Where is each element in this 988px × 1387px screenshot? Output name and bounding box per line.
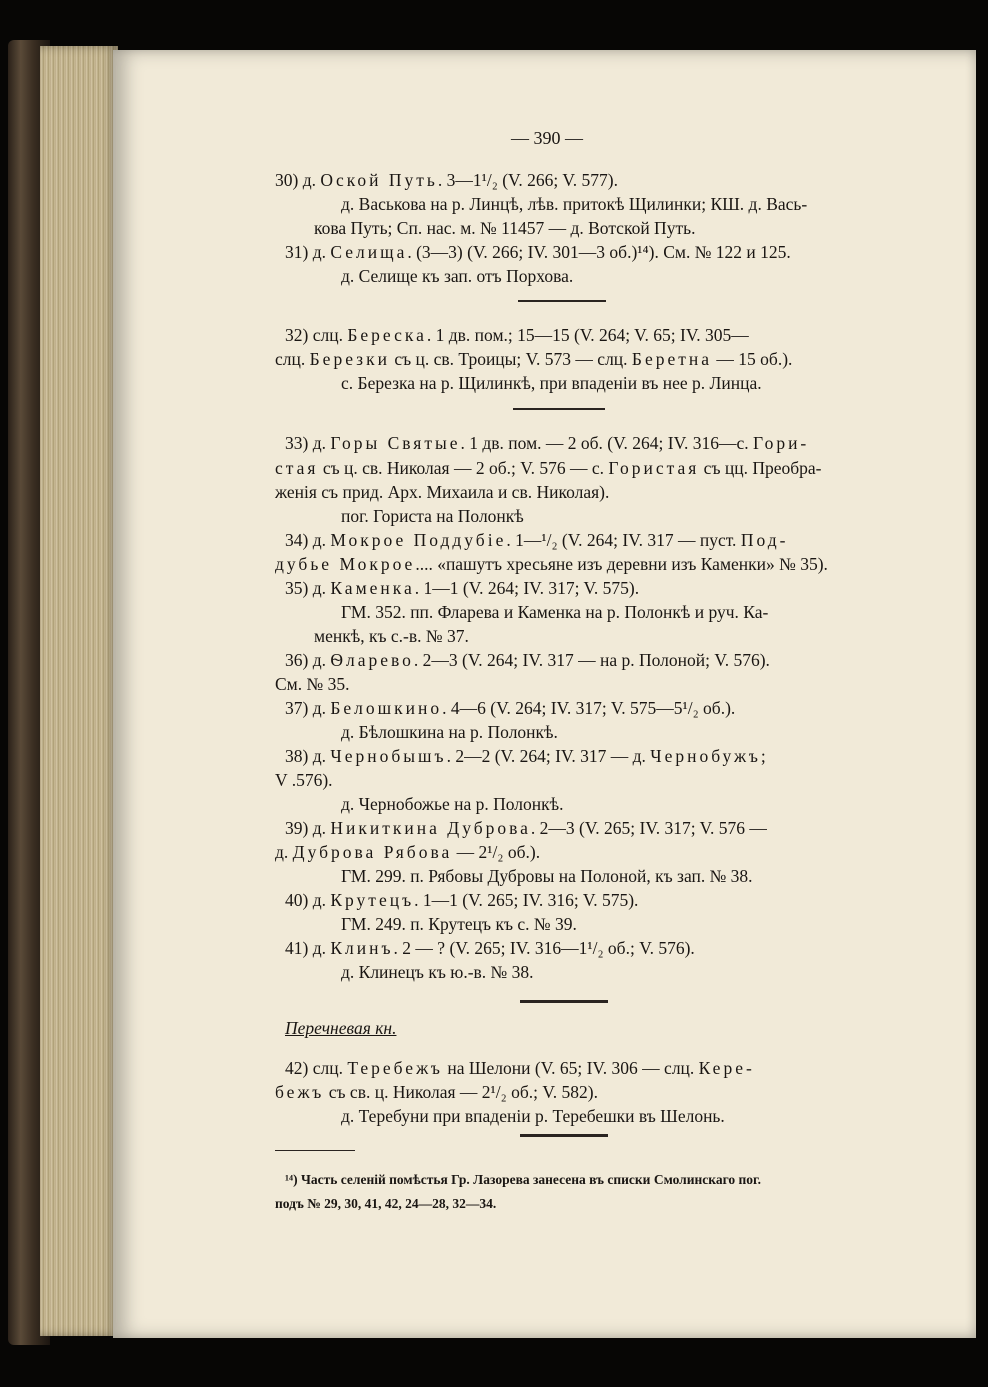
entry-number: 39) д. bbox=[285, 818, 331, 838]
entry-35-line-1 bbox=[285, 578, 639, 599]
entry-text: . 1 дв. пом. — 2 об. (V. 264; IV. 316—с. bbox=[460, 433, 753, 453]
entry-36-line-2: См. № 35. bbox=[275, 674, 350, 694]
place-name: Крутецъ bbox=[330, 890, 415, 910]
entry-35-line-2: ГМ. 352. пп. Фларева и Каменка на р. Полонкѣ и руч. Ка- bbox=[341, 602, 769, 622]
place-name: Селища bbox=[330, 242, 408, 262]
entry-text: .... «пашутъ хресьяне изъ деревни изъ Каменки» № 35). bbox=[415, 554, 828, 574]
entry-35-line-3: менкѣ, къ с.-в. № 37. bbox=[314, 626, 469, 646]
page-number: — 390 — bbox=[511, 128, 583, 148]
entry-text: . 2—3 (V. 265; IV. 317; V. 576 — bbox=[530, 818, 767, 838]
place-name: Кере- bbox=[698, 1058, 755, 1078]
place-name: Мокрое Поддубіе bbox=[330, 530, 507, 550]
entry-text: съ св. ц. Николая — 2¹/₂ об.; V. 582). bbox=[324, 1082, 598, 1102]
entry-32-line-2 bbox=[275, 349, 792, 370]
entry-text: — 2¹/₂ об.). bbox=[452, 842, 541, 862]
entry-41-line-2: д. Клинецъ къ ю.-в. № 38. bbox=[341, 962, 534, 982]
entry-number: 33) д. bbox=[285, 433, 331, 453]
entry-text: слц. bbox=[275, 349, 310, 369]
entry-31-line-1 bbox=[285, 242, 791, 263]
entry-text: д. bbox=[275, 842, 293, 862]
entry-number: 41) д. bbox=[285, 938, 331, 958]
entry-38-line-2: V .576). bbox=[275, 770, 333, 790]
entry-39-line-3: ГМ. 299. п. Рябовы Дубровы на Полоной, къ зап. № 38. bbox=[341, 866, 753, 886]
entry-31-line-2: д. Селище къ зап. отъ Порхова. bbox=[341, 266, 574, 286]
entry-text: . 4—6 (V. 264; IV. 317; V. 575—5¹/₂ об.). bbox=[442, 698, 736, 718]
place-name: Под- bbox=[740, 530, 789, 550]
entry-text: съ ц. св. Троицы; V. 573 — слц. bbox=[389, 349, 632, 369]
entry-40-line-2: ГМ. 249. п. Крутецъ къ с. № 39. bbox=[341, 914, 577, 934]
entry-text: . 2—2 (V. 264; IV. 317 — д. bbox=[446, 746, 651, 766]
place-name: Березки bbox=[309, 349, 390, 369]
place-name: Беретна bbox=[631, 349, 713, 369]
section-divider bbox=[513, 408, 605, 410]
section-divider bbox=[520, 1000, 608, 1003]
entry-37-line-1 bbox=[285, 698, 735, 719]
entry-number: 35) д. bbox=[285, 578, 331, 598]
place-name: Чернобышъ bbox=[330, 746, 447, 766]
entry-text: съ цц. Преобра- bbox=[699, 458, 822, 478]
place-name: Береска bbox=[347, 325, 427, 345]
entry-text: — 15 об.). bbox=[712, 349, 793, 369]
entry-text: ; bbox=[760, 746, 766, 766]
section-heading: Перечневая кн. bbox=[285, 1018, 397, 1038]
entry-number: 31) д. bbox=[285, 242, 331, 262]
entry-number: 42) слц. bbox=[285, 1058, 348, 1078]
entry-text: на Шелони (V. 65; IV. 306 — слц. bbox=[443, 1058, 699, 1078]
entry-32-line-1 bbox=[285, 325, 749, 346]
footnote-rule bbox=[275, 1150, 355, 1151]
entry-text: . 3—1¹/₂ (V. 266; V. 577). bbox=[437, 170, 618, 190]
entry-33-line-3: женія съ прид. Арх. Михаила и св. Николая). bbox=[275, 482, 610, 502]
place-name: Дуброва Рябова bbox=[292, 842, 453, 862]
entry-30-line-3: кова Путь; Сп. нас. м. № 11457 — д. Вотской Путь. bbox=[314, 218, 696, 238]
place-name: Каменка bbox=[330, 578, 415, 598]
entry-number: 36) д. bbox=[285, 650, 331, 670]
entry-33-line-1 bbox=[285, 433, 809, 454]
place-name: Гористая bbox=[608, 458, 700, 478]
entry-text: . 1—¹/₂ (V. 264; IV. 317 — пуст. bbox=[506, 530, 741, 550]
entry-30-line-1 bbox=[275, 170, 618, 191]
place-name: Клинъ bbox=[330, 938, 394, 958]
entry-number: 37) д. bbox=[285, 698, 331, 718]
entry-30-line-2: д. Васькова на р. Линцѣ, лѣв. притокѣ Щилинки; КШ. д. Вась- bbox=[341, 194, 808, 214]
place-name: Чернобужъ bbox=[650, 746, 761, 766]
entry-36-line-1 bbox=[285, 650, 770, 671]
section-divider bbox=[520, 1134, 608, 1137]
entry-41-line-1 bbox=[285, 938, 695, 959]
place-name: дубье Мокрое bbox=[275, 554, 416, 574]
entry-38-line-1 bbox=[285, 746, 766, 767]
section-divider bbox=[518, 300, 606, 302]
entry-text: . 1 дв. пом.; 15—15 (V. 264; V. 65; IV. 305— bbox=[426, 325, 749, 345]
entry-38-line-3: д. Чернобожье на р. Полонкѣ. bbox=[341, 794, 564, 814]
place-name: бежъ bbox=[275, 1082, 325, 1102]
place-name: Белошкино bbox=[330, 698, 443, 718]
entry-number: 30) д. bbox=[275, 170, 321, 190]
place-name: Никиткина Дуброва bbox=[330, 818, 531, 838]
entry-34-line-2 bbox=[275, 554, 828, 575]
entry-33-line-4: пог. Гориста на Полонкѣ bbox=[341, 506, 524, 526]
entry-32-line-3: с. Березка на р. Щилинкѣ, при впаденіи въ нее р. Линца. bbox=[341, 373, 762, 393]
entry-number: 40) д. bbox=[285, 890, 331, 910]
entry-number: 34) д. bbox=[285, 530, 331, 550]
entry-37-line-2: д. Бѣлошкина на р. Полонкѣ. bbox=[341, 722, 558, 742]
entry-text: . 1—1 (V. 264; IV. 317; V. 575). bbox=[414, 578, 640, 598]
entry-text: . 2 — ? (V. 265; IV. 316—1¹/₂ об.; V. 576). bbox=[393, 938, 695, 958]
footnote-line-1: ¹⁴) Часть селеній помѣстья Гр. Лазорева занесена въ списки Смолинскаго пог. bbox=[285, 1172, 762, 1187]
entry-42-line-3: д. Теребуни при впаденіи р. Теребешки въ Шелонь. bbox=[341, 1106, 725, 1126]
place-name: Ѳларево bbox=[330, 650, 414, 670]
entry-number: 32) слц. bbox=[285, 325, 348, 345]
entry-text: . 1—1 (V. 265; IV. 316; V. 575). bbox=[414, 890, 639, 910]
place-name: Теребежъ bbox=[347, 1058, 443, 1078]
entry-42-line-2 bbox=[275, 1082, 598, 1103]
place-name: стая bbox=[275, 458, 319, 478]
place-name: Оской Путь bbox=[320, 170, 438, 190]
entry-40-line-1 bbox=[285, 890, 638, 911]
entry-text: съ ц. св. Николая — 2 об.; V. 576 — с. bbox=[318, 458, 609, 478]
footnote-line-2: подъ № 29, 30, 41, 42, 24—28, 32—34. bbox=[275, 1196, 497, 1211]
place-name: Гори- bbox=[752, 433, 810, 453]
entry-text: . 2—3 (V. 264; IV. 317 — на р. Полоной; V. 576). bbox=[413, 650, 770, 670]
entry-number: 38) д. bbox=[285, 746, 331, 766]
entry-34-line-1 bbox=[285, 530, 788, 551]
entry-39-line-1 bbox=[285, 818, 767, 839]
entry-33-line-2 bbox=[275, 458, 822, 479]
entry-text: . (3—3) (V. 266; IV. 301—3 об.)¹⁴). См. № 122 и 125. bbox=[407, 242, 791, 262]
entry-42-line-1 bbox=[285, 1058, 755, 1079]
place-name: Горы Святые bbox=[330, 433, 461, 453]
entry-39-line-2 bbox=[275, 842, 540, 863]
